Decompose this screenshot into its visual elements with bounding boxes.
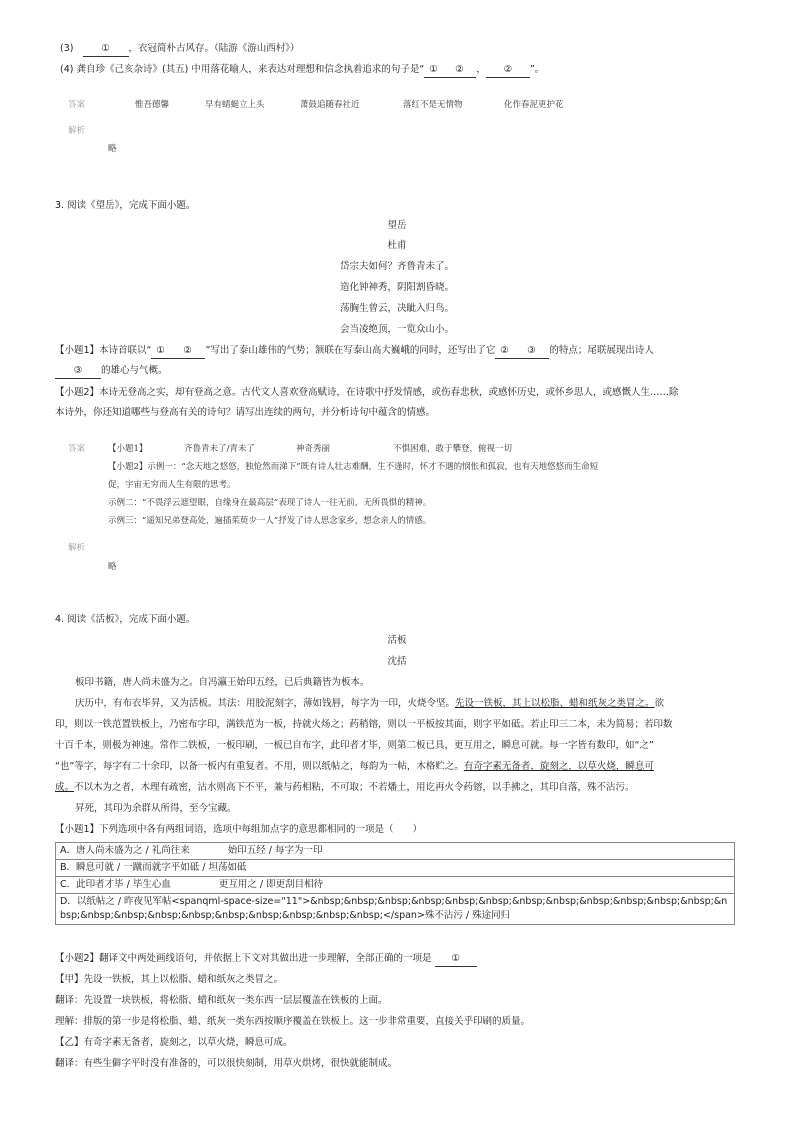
translation-yi: 翻译：有些生僻字平时没有准备的，可以很快刻制，用草火烘烤，很快就能制成。 — [55, 1058, 398, 1069]
q3-sub2-cont: 本诗外，你还知道哪些与登高有关的诗句？请写出连续的两句，并分析诗句中蕴含的情感。 — [55, 407, 436, 418]
article-paragraph: 板印书籍，唐人尚未盛为之。自冯瀛王始印五经，已后典籍皆为板本。 — [75, 677, 370, 688]
answer-sub2: 【小题2】示例一：“念天地之悠悠，独怆然而涕下”既有诗人壮志难酬，生不逢时，怀才不遇的悯怅和孤寂，也有天地悠悠而生命短 — [108, 462, 599, 472]
article-line: “也”等字，每字有二十余印，以备一板内有重复者。不用，则以纸帖之，每韵为一帖，木格贮之。有奇字素无备者，旋刻之，以草火烧，瞬息可 — [55, 761, 654, 772]
q3-sub1-cont: ③ 的雄心与气概。 — [55, 364, 168, 379]
underlined-sentence-yi-end: 成。 — [55, 782, 75, 793]
answer-item: 齐鲁青未了/青未了 — [184, 444, 255, 454]
article-line: 印，则以一铁范置铁板上，乃密布字印，满铁范为一板，持就火炀之；药稍镕，则以一平板按其面，则字平如砥。若止印三二本，未为简易；若印数 — [55, 719, 673, 730]
answer-item: 神奇秀丽 — [296, 444, 331, 454]
answer-item: 不惧困难，敢于攀登，俯视一切 — [393, 444, 513, 454]
answer-item: 落红不是无情物 — [403, 100, 463, 110]
blank[interactable]: ① — [151, 344, 169, 359]
blank[interactable]: ① — [83, 42, 129, 57]
article-line: 成。不以木为之者，木理有疏密，沾水则高下不平，兼与药相粘，不可取；不若燔土，用讫再火令药镕，以手拂之，其印自落，殊不沾污。 — [55, 782, 635, 793]
answer-example: 示例三：“遥知兄弟登高处，遍插茱萸少一人”抒发了诗人思念家乡，想念亲人的情感。 — [108, 516, 432, 526]
understanding-jia: 理解：排版的第一步是将松脂、蜡、纸灰一类东西按顺序覆盖在铁板上。这一步非常重要，直接关乎印刷的质量。 — [55, 1016, 531, 1027]
q4-sub1: 【小题1】下列选项中各有两组词语，选项中每组加点字的意思都相同的一项是（ ） — [55, 824, 423, 835]
analysis-label: 解析 — [68, 126, 86, 136]
blank[interactable]: ② — [495, 344, 513, 359]
poem-line: 会当凌绝顶，一览众山小。 — [339, 324, 454, 335]
poem-line: 荡胸生曾云，决眦入归鸟。 — [339, 303, 454, 314]
answer-item: 萧鼓追随春社近 — [300, 100, 360, 110]
underlined-sentence-yi: 有奇字素无备者，旋刻之，以草火烧，瞬息可 — [463, 761, 654, 772]
analysis-text: 略 — [108, 562, 117, 572]
underlined-sentence-jia: 先设一铁板，其上以松脂、蜡和纸灰之类冒之。 — [455, 698, 655, 709]
blank[interactable]: ③ — [513, 344, 549, 359]
option-d[interactable]: D．以纸帖之 / 昨夜见军帖<spanqml-space-size="11">&nbsp;&nbsp;&nbsp;&nbsp;&nbsp;&nbsp;&nbsp;&nbsp;&nbsp;&nbsp;&nbsp;&nbsp;&nbsp;&nbsp;&nbsp;&nbsp;&nbsp;&nbsp;&nbsp;&nbsp;&nbsp;&nbsp;</span>殊不沾污 / 殊途同归 — [56, 894, 735, 925]
poem-line: 岱宗夫如何？齐鲁青未了。 — [339, 261, 454, 272]
poem-author: 杜甫 — [387, 240, 407, 251]
option-a[interactable]: A．唐人尚未盛为之 / 礼尚往来 始印五经 / 每字为一印 — [56, 843, 735, 860]
option-b[interactable]: B．瞬息可就 / 一蹴而就字平如砥 / 坦荡如砥 — [56, 860, 735, 877]
options-table — [55, 842, 735, 925]
q2-item4: (4) 龚自珍《己亥杂诗》(其五) 中用落花喻人，来表达对理想和信念执着追求的句子是“ ① ② ， ② ”。 — [60, 63, 544, 78]
q3-sub2: 【小题2】本诗无登高之实，却有登高之意。古代文人喜欢登高赋诗，在诗歌中抒发情感，或伤春悲秋，或感怀历史，或怀乡思人，或感慨人生……除 — [55, 387, 679, 398]
article-line: 十百千本，则极为神速。常作二铁板，一板印刷，一板已自布字，此印者才毕，则第二板已具，更互用之，瞬息可就。每一字皆有数印，如“之” — [55, 740, 654, 751]
poem-title: 望岳 — [387, 220, 407, 231]
blank[interactable]: ② — [486, 63, 530, 78]
blank[interactable]: ② — [442, 63, 476, 78]
article-title: 活板 — [387, 635, 407, 646]
blank[interactable]: ① — [435, 952, 477, 967]
poem-line: 造化钟神秀，阴阳割昏晓。 — [339, 282, 454, 293]
q2-item3: (3) ① ，衣冠简朴古风存。（陆游《游山西村》） — [60, 42, 300, 57]
article-paragraph: 庆历中，有布衣毕昇，又为活板。其法：用胶泥刻字，薄如钱唇，每字为一印，火烧令坚。先设一铁板，其上以松脂、蜡和纸灰之类冒之。欲 — [75, 698, 665, 709]
option-yi: 【乙】有奇字素无备者，旋刻之，以草火烧，瞬息可成。 — [55, 1037, 293, 1048]
article-paragraph: 昇死，其印为余群从所得，至今宝藏。 — [75, 803, 237, 814]
option-c[interactable]: C．此印者才毕 / 毕生心血 更互用之 / 即更刮目相待 — [56, 877, 735, 894]
translation-jia: 翻译：先设置一块铁板，将松脂、蜡和纸灰一类东西一层层覆盖在铁板的上面。 — [55, 995, 388, 1006]
q4-heading: 4. 阅读《活板》，完成下面小题。 — [55, 614, 196, 625]
blank[interactable]: ① — [424, 63, 442, 78]
option-jia: 【甲】先设一铁板，其上以松脂、蜡和纸灰之类冒之。 — [55, 974, 284, 985]
answer-item: 早有蜻蜓立上头 — [205, 100, 265, 110]
answer-item: 惟吾德馨 — [135, 100, 170, 110]
article-author: 沈括 — [387, 656, 407, 667]
blank[interactable]: ③ — [55, 364, 101, 379]
answer-item: 化作春泥更护花 — [504, 100, 564, 110]
blank[interactable]: ② — [169, 344, 205, 359]
answer-sub1-label: 【小题1】 — [108, 444, 148, 454]
answer-label: 答案 — [68, 100, 86, 110]
q3-heading: 3. 阅读《望岳》，完成下面小题。 — [55, 200, 196, 211]
answer-sub2-cont: 促，宇宙无穷而人生有限的思考。 — [108, 480, 236, 490]
q4-sub2: 【小题2】翻译文中两处画线语句，并依据上下文对其做出进一步理解，全部正确的一项是 ① — [55, 952, 477, 967]
q3-sub1: 【小题1】本诗首联以“ ① ② ”写出了泰山雄伟的气势；颔联在写泰山高大巍峨的同时，还写出了它 ② ③ 的特点；尾联展现出诗人 — [55, 344, 654, 359]
answer-example: 示例二：“不畏浮云遮望眼，自缘身在最高层”表现了诗人一往无前，无所畏惧的精神。 — [108, 498, 432, 508]
answer-label: 答案 — [68, 444, 86, 454]
analysis-text: 略 — [108, 144, 117, 154]
analysis-label: 解析 — [68, 543, 86, 553]
